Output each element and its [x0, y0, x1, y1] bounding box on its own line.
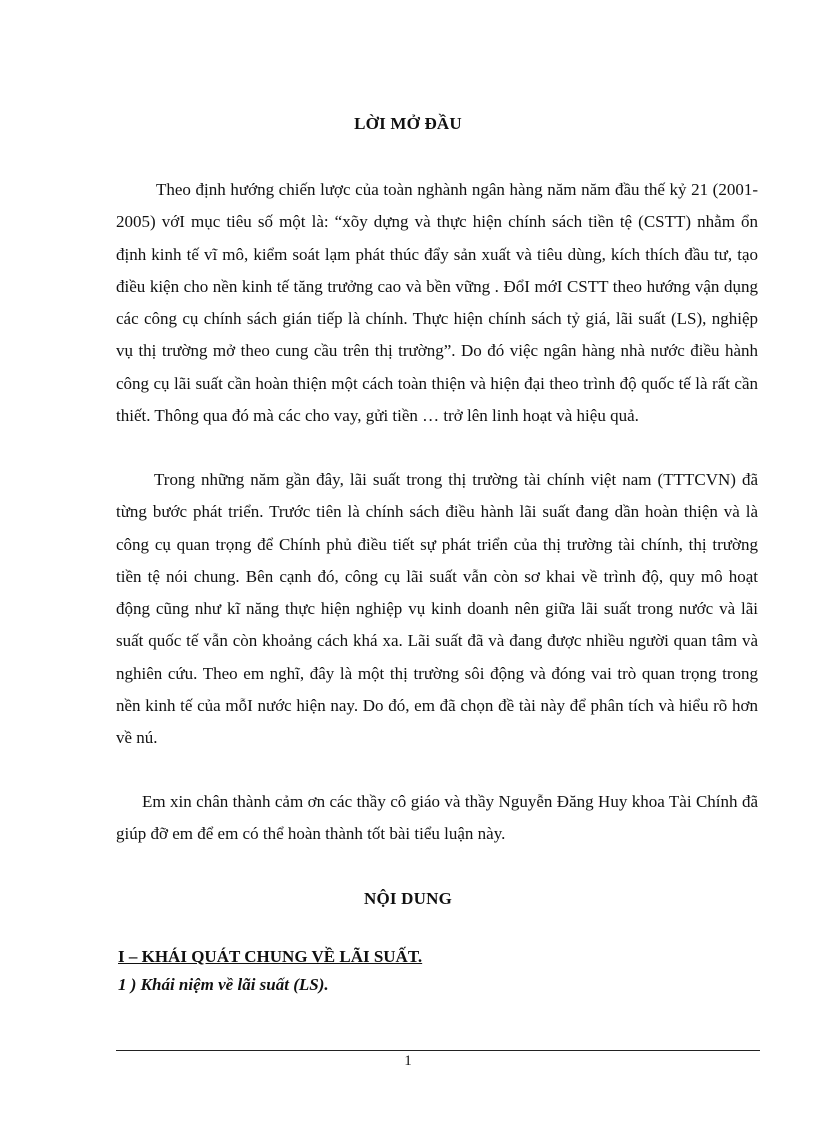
intro-paragraph-1: Theo định hướng chiến lược của toàn nghành ngân hàng năm năm đầu thế kỷ 21 (2001-2005) vớI mục tiêu số một là: “xõy dựng và thực hiện chính sách tiền tệ (CSTT) nhằm ổn định kinh tế vĩ mô, kiểm soát lạm phát thúc đẩy sản xuất và tiêu dùng, kích thích đầu tư, tạo điều kiện cho nền kinh tế tăng trưởng cao và bền vững . ĐổI mớI CSTT theo hướng vận dụng các công cụ chính sách gián tiếp là chính. Thực hiện chính sách tỷ giá, lãi suất (LS), nghiệp vụ thị trường mở theo cung cầu trên thị trường”. Do đó việc ngân hàng nhà nước điều hành công cụ lãi suất cần hoàn thiện một cách toàn thiện và hiện đại theo trình độ quốc tế là rất cần thiết. Thông qua đó mà các cho vay, gửi tiền … trở lên linh hoạt và hiệu quả.: [116, 180, 758, 426]
page-title: LỜI MỞ ĐẦU: [354, 114, 462, 133]
heading-level-1: I – KHÁI QUÁT CHUNG VỀ LÃI SUẤT.: [118, 947, 423, 966]
footer-divider: [116, 1050, 760, 1051]
section-title: NỘI DUNG: [363, 889, 453, 908]
intro-paragraph-2: Trong những năm gần đây, lãi suất trong thị trường tài chính việt nam (TTTCVN) đã từng bước phát triển. Trước tiên là chính sách điều hành lãi suất đang dần hoàn thiện và là công cụ quan trọng để Chính phủ điều tiết sự phát triển của thị trường tài chính, thị trường tiền tệ nói chung. Bên cạnh đó, công cụ lãi suất vẫn còn sơ khai về trình độ, quy mô hoạt động cũng như kĩ năng thực hiện nghiệp vụ kinh doanh nên giữa lãi suất trong nước và lãi suất quốc tế vẫn còn khoảng cách khá xa. Lãi suất đã và đang được nhiều người quan tâm và nghiên cứu. Theo em nghĩ, đây là một thị trường sôi động và đóng vai trò quan trọng trong nền kinh tế của mỗI nước hiện nay. Do đó, em đã chọn đề tài này để phân tích và hiểu rõ hơn về nú.: [116, 470, 758, 748]
page-number: 1: [404, 1053, 412, 1069]
heading-level-2: 1 ) Khái niệm về lãi suất (LS).: [118, 975, 329, 994]
intro-paragraph-3: Em xin chân thành cảm ơn các thầy cô giáo và thầy Nguyễn Đăng Huy khoa Tài Chính đã giúp đỡ em để em có thể hoàn thành tốt bài tiểu luận này.: [116, 792, 758, 844]
